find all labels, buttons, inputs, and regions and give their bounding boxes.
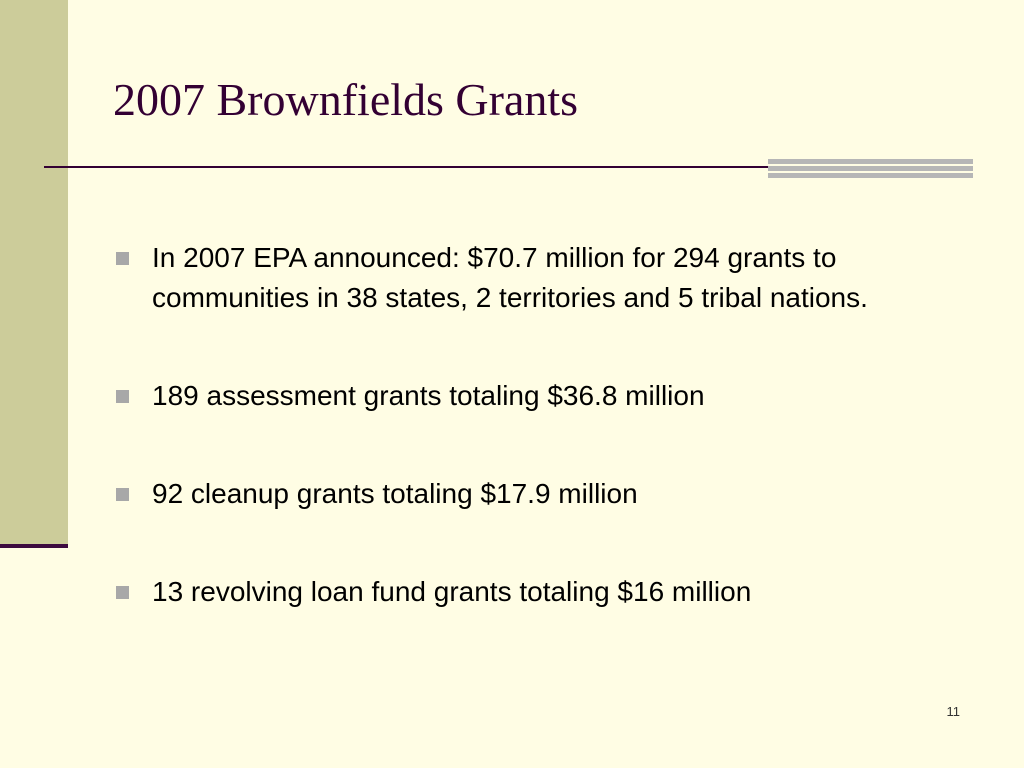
bullet-text: 13 revolving loan fund grants totaling $16 million <box>152 576 752 607</box>
left-side-band <box>0 0 68 545</box>
square-bullet-icon <box>116 252 129 265</box>
square-bullet-icon <box>116 586 129 599</box>
title-divider-accent-block <box>768 159 973 179</box>
square-bullet-icon <box>116 488 129 501</box>
bullet-item <box>112 474 972 514</box>
bullet-text: In 2007 EPA announced: $70.7 million for 294 grants to communities in 38 states, 2 territories and 5 tribal nations. <box>152 242 868 313</box>
slide-title: 2007 Brownfields Grants <box>113 74 579 125</box>
bullet-text: 92 cleanup grants totaling $17.9 million <box>152 478 638 509</box>
left-accent-bar <box>0 544 68 548</box>
bullet-item <box>112 376 972 416</box>
bullet-item <box>112 238 972 318</box>
page-number: 11 <box>946 704 960 719</box>
title-divider-line <box>44 166 768 168</box>
square-bullet-icon <box>116 390 129 403</box>
bullet-item <box>112 572 972 612</box>
bullet-text: 189 assessment grants totaling $36.8 million <box>152 380 705 411</box>
bullet-list <box>112 238 972 612</box>
